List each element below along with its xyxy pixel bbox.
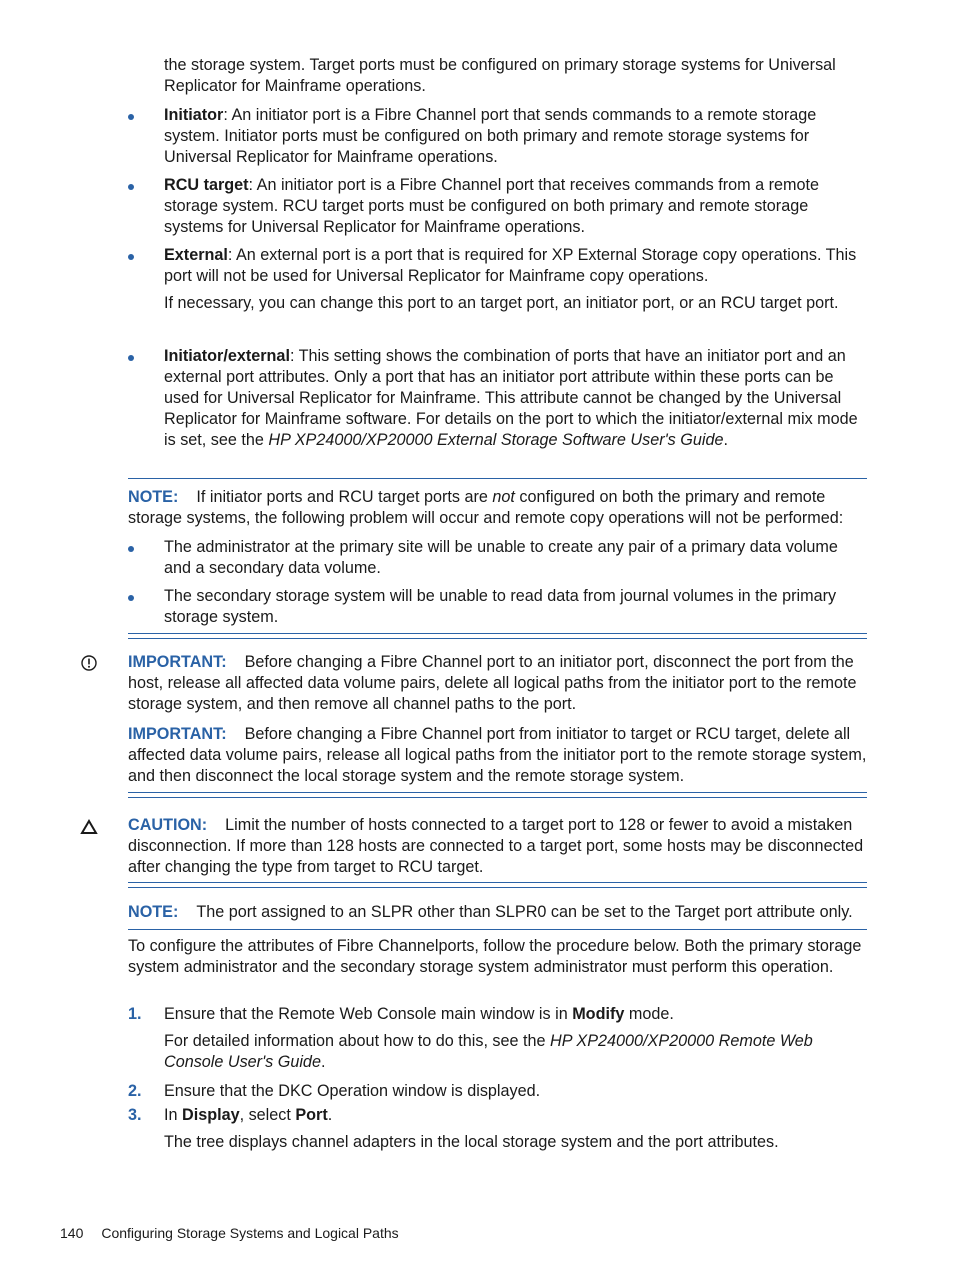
term: Initiator/external [164, 347, 290, 365]
step-number: 2. [128, 1082, 142, 1100]
step-text: , select [239, 1106, 296, 1124]
important-bottom-rule [128, 792, 867, 798]
step-text: In [164, 1106, 182, 1124]
procedure-step [164, 1004, 868, 1025]
guide-reference: HP XP24000/XP20000 External Storage Software User's Guide [268, 431, 724, 449]
note-label: NOTE: [128, 488, 179, 506]
caution-bottom-rule [128, 882, 867, 888]
term: Initiator [164, 106, 224, 124]
important-label: IMPORTANT: [128, 653, 227, 671]
punctuation: . [723, 431, 728, 449]
note-bottom-rule [128, 929, 867, 930]
bullet-icon [128, 247, 140, 259]
important-text: Before changing a Fibre Channel port from initiator to target or RCU target, delete all affected data volume pairs, release all logical paths from the initiator port to the remote storage system, and then disconnect the local storage system and the remote storage system. [128, 725, 867, 785]
note-emphasis: not [492, 488, 515, 506]
description: : An initiator port is a Fibre Channel port that sends commands to a remote storage system. Initiator ports must be configured on both primary and remote storage systems for Universal Replicator for Mainframe operations. [164, 106, 817, 166]
note-text: If initiator ports and RCU target ports are [196, 488, 493, 506]
step-bold: Port [295, 1106, 328, 1124]
bullet-icon [128, 539, 140, 551]
step-number: 1. [128, 1005, 142, 1023]
step-number: 3. [128, 1106, 142, 1124]
term: RCU target [164, 176, 249, 194]
note-paragraph [128, 902, 868, 923]
step-text: Ensure that the Remote Web Console main window is in [164, 1005, 573, 1023]
punctuation: . [320, 1053, 326, 1071]
step-text: mode. [624, 1005, 674, 1023]
description: : An external port is a port that is required for XP External Storage copy operations. This port will not be used for Universal Replicator for Mainframe copy operations. [164, 246, 857, 285]
procedure-step: Ensure that the DKC Operation window is displayed. [164, 1082, 541, 1100]
list-item-initiator-external [164, 346, 868, 451]
important-text: Before changing a Fibre Channel port to an initiator port, disconnect the port from the host, release all affected data volume pairs, delete all logical paths from the initiator port to the remote storage system, and then remove all channel paths to the port. [128, 653, 857, 713]
important-label: IMPORTANT: [128, 725, 227, 743]
note-label: NOTE: [128, 903, 179, 921]
page-footer [60, 1223, 399, 1244]
punctuation: . [327, 1106, 333, 1124]
step-text: For detailed information about how to do this, see the [164, 1032, 551, 1050]
note-text: The port assigned to an SLPR other than SLPR0 can be set to the Target port attribute only. [196, 903, 853, 921]
step-detail [164, 1031, 868, 1073]
list-item-initiator [164, 105, 868, 168]
important-icon [80, 654, 98, 672]
important-paragraph [128, 724, 868, 787]
bullet-icon [128, 588, 140, 600]
term: External [164, 246, 228, 264]
caution-paragraph [128, 815, 868, 878]
bullet-icon [128, 348, 140, 360]
list-item-external [164, 245, 868, 287]
guide-reference: HP XP24000/XP20000 Remote Web Console User's Guide [164, 1032, 813, 1071]
step-detail: The tree displays channel adapters in the local storage system and the port attributes. [164, 1133, 779, 1151]
list-item-rcu-target [164, 175, 868, 238]
bullet-icon [128, 107, 140, 119]
section-title: Configuring Storage Systems and Logical Paths [101, 1225, 399, 1241]
step-bold: Display [182, 1106, 240, 1124]
note-bottom-rule [128, 633, 867, 639]
page-number: 140 [60, 1225, 84, 1241]
step-bold: Modify [572, 1005, 625, 1023]
caution-icon [80, 818, 98, 836]
note-top-rule [128, 478, 867, 479]
procedure-step [164, 1105, 868, 1126]
important-paragraph [128, 652, 868, 715]
bullet-icon [128, 177, 140, 189]
procedure-intro: To configure the attributes of Fibre Channelports, follow the procedure below. Both the primary storage system administrator and the secondary storage system administrator must perform this operation. [128, 937, 862, 976]
note-text: configured on both the primary and remote storage systems, the following problem will occur and remote copy operations will not be performed: [128, 488, 844, 527]
note-list-item: The administrator at the primary site will be unable to create any pair of a primary data volume and a secondary data volume. [164, 538, 838, 577]
caution-label: CAUTION: [128, 816, 208, 834]
description: : An initiator port is a Fibre Channel port that receives commands from a remote storage system. RCU target ports must be configured on both primary and remote storage systems for Universal Replicator for Mainframe operations. [164, 176, 819, 236]
external-extra-paragraph: If necessary, you can change this port to an target port, an initiator port, or an RCU target port. [164, 294, 839, 312]
note-paragraph [128, 487, 868, 529]
note-list-item: The secondary storage system will be unable to read data from journal volumes in the primary storage system. [164, 587, 837, 626]
description: : This setting shows the combination of ports that have an initiator port and an external port attributes. Only a port that has an initiator port attribute within these ports can be used for Universal Replicator for Mainframe. This attribute cannot be changed by the Universal Replicator for Mainframe software. For details on the port to which the initiator/external mix mode is set, see the [164, 347, 858, 449]
caution-text: Limit the number of hosts connected to a target port to 128 or fewer to avoid a mistaken disconnection. If more than 128 hosts are connected to a target port, some hosts may be disconnected after changing the type from target to RCU target. [128, 816, 864, 876]
intro-paragraph: the storage system. Target ports must be configured on primary storage systems for Universal Replicator for Mainframe operations. [164, 56, 836, 95]
